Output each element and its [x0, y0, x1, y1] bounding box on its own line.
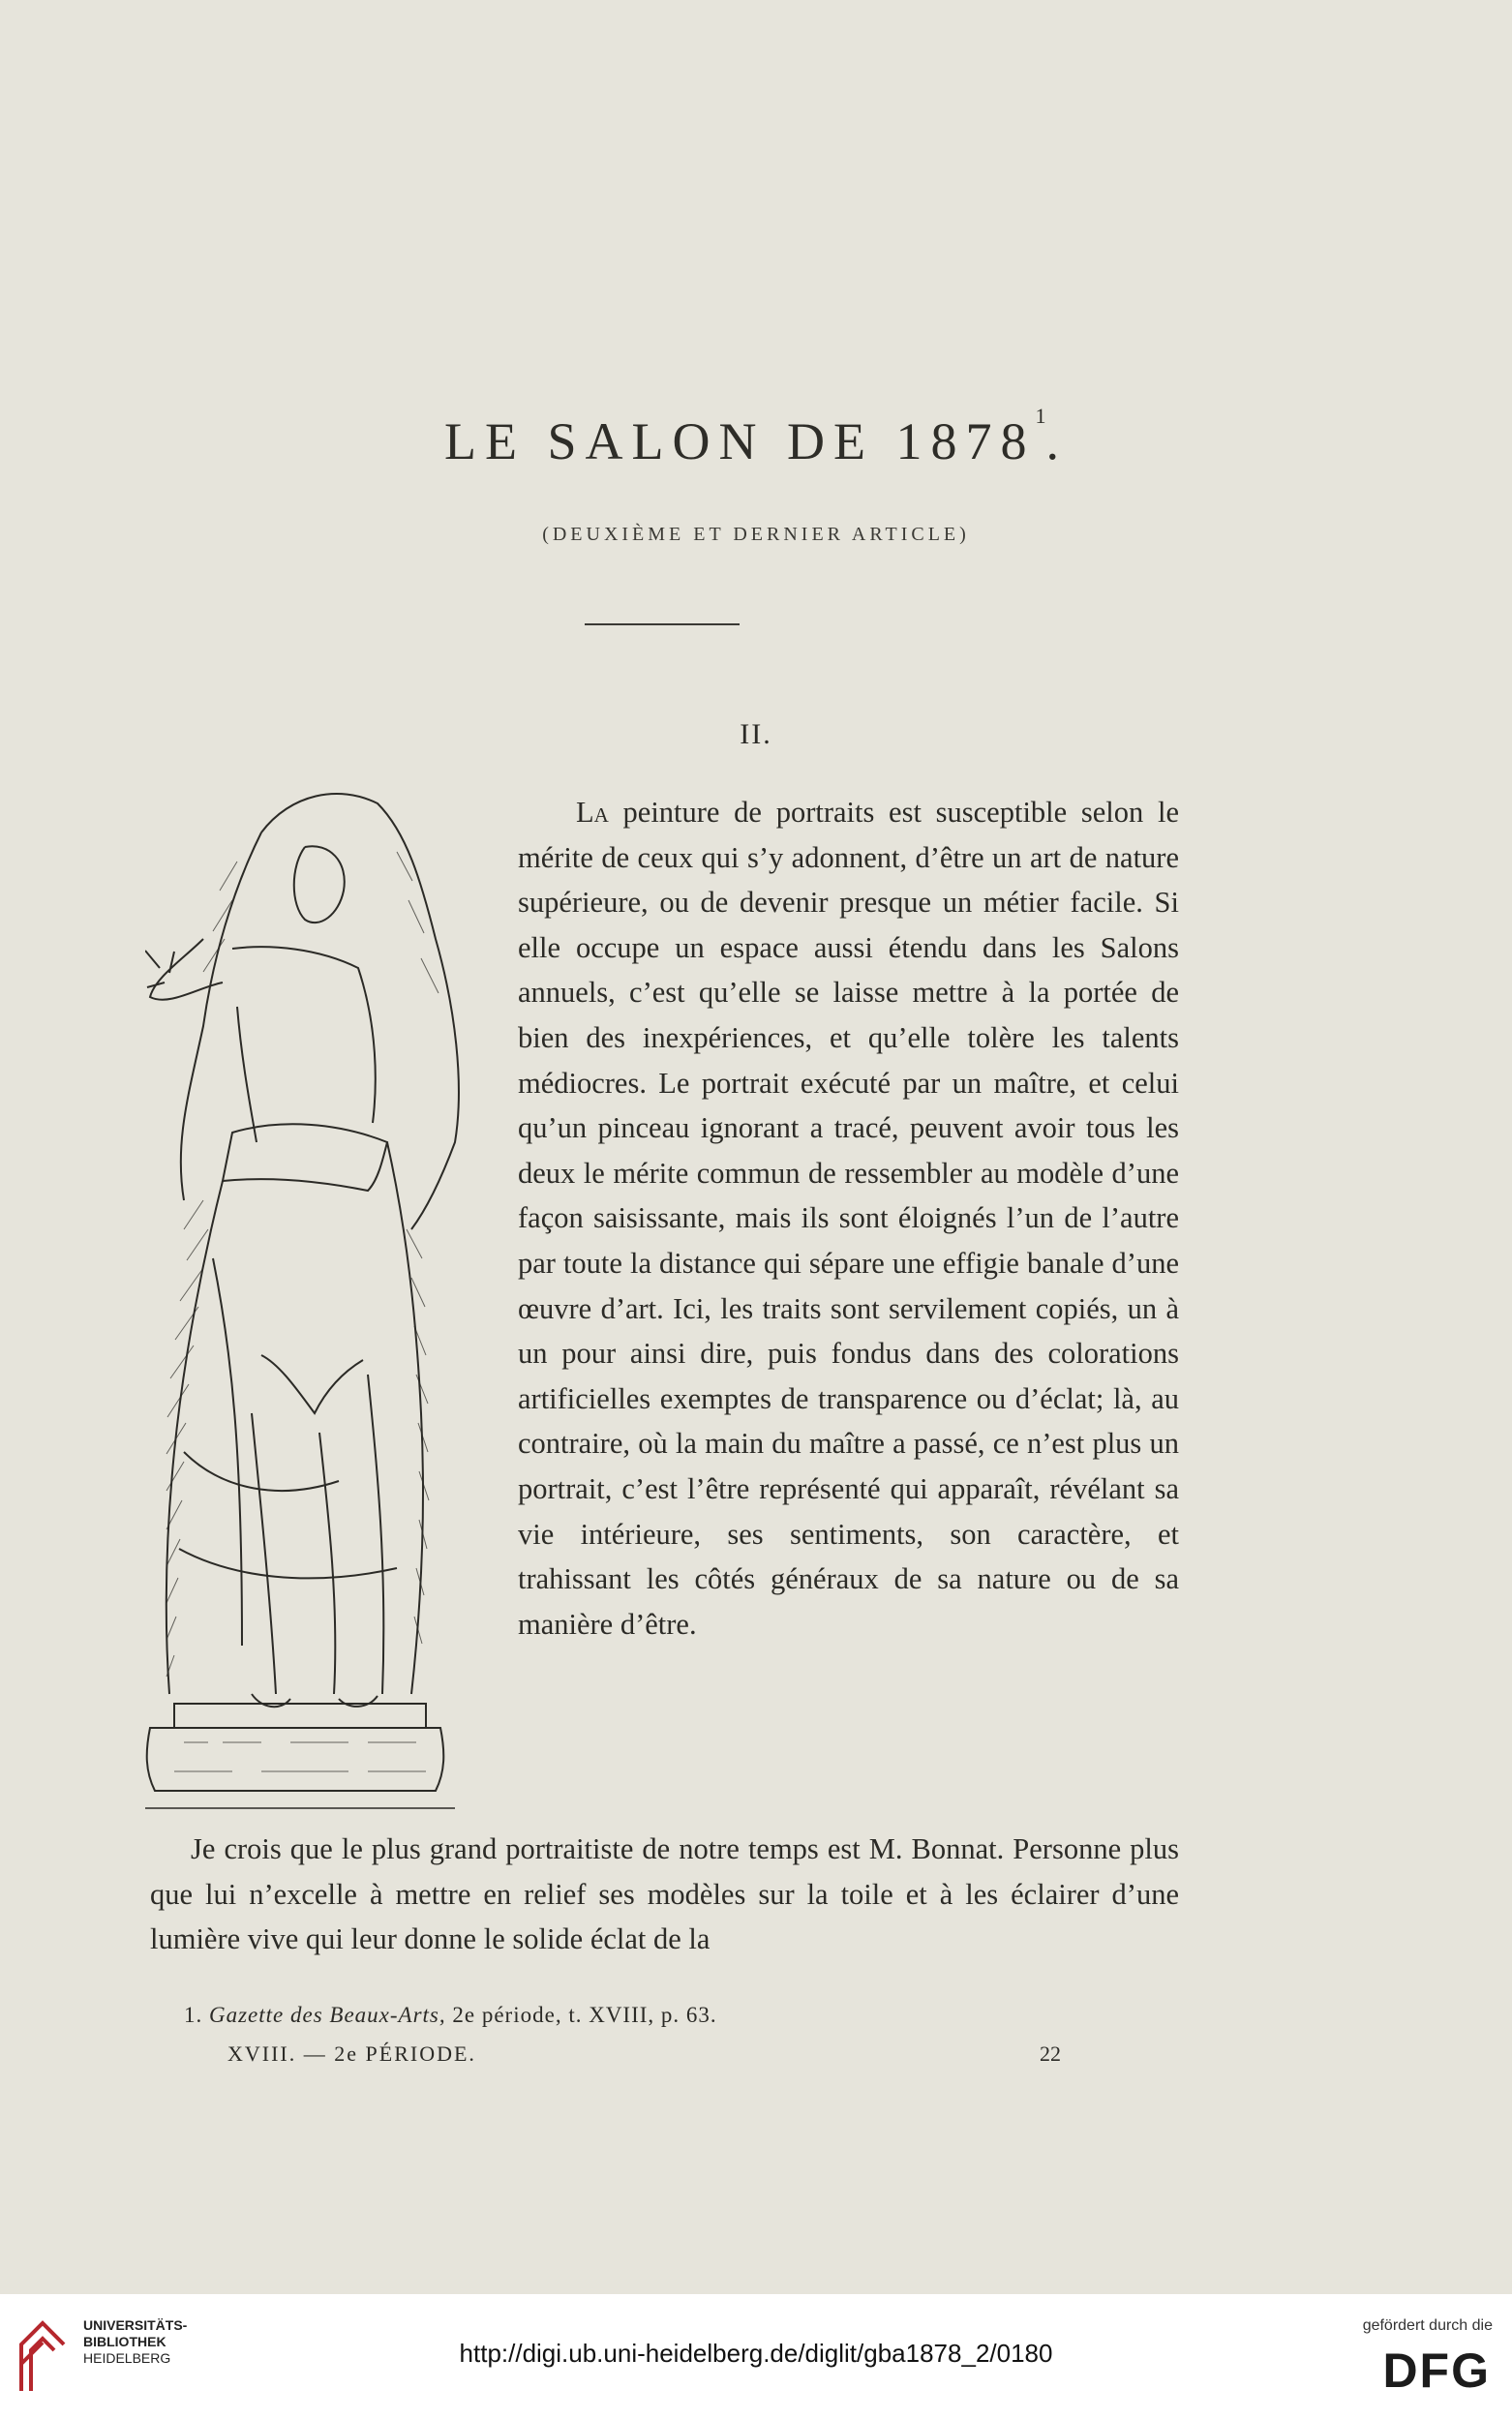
section-number: II. [740, 718, 772, 750]
funded-by-text: gefördert durch die [1362, 2317, 1493, 2334]
footnote-source: Gazette des Beaux-Arts, [209, 2003, 446, 2027]
paragraph-2: Je crois que le plus grand portraitiste de notre temps est M. Bonnat. Personne plus que lui n’excelle à mettre en relief ses modèles sur la toile et à les éclairer d’une lumière vive qui leur donne le solide éclat de la [150, 1832, 1179, 1956]
dropcap: La [576, 796, 609, 829]
dfg-logo: DFG [1382, 2343, 1491, 2398]
statue-engraving-icon [145, 774, 465, 1810]
page-number: 22 [1040, 2041, 1061, 2066]
title-rule [585, 623, 740, 625]
paragraph-1-text: peinture de portraits est susceptible selon le mérite de ceux qui s’y adonnent, d’être un art de nature supérieure, ou de devenir presque un métier facile. Si elle occupe un espace aussi étendu dans les Salons annuels, c’est qu’elle se laisse mettre à la portée de bien des inexpériences, et qu’elle tolère les talents médiocres. Le portrait exécuté par un maître, et celui qu’un pinceau ignorant a tracé, peuvent avoir tous les deux le mérite commun de ressembler au modèle d’une façon saisissante, mais ils sont éloignés l’un de l’autre par toute la distance qui sépare une effigie banale d’une œuvre d’art. Ici, les traits sont servilement copiés, un à un pour ainsi dire, puis fondus dans des colorations artificielles exemptes de transparence ou d’éclat; là, au contraire, où la main du maître a passé, ce n’est plus un portrait, c’est l’être représenté qui apparaît, révélant sa vie intérieure, ses sentiments, son caractère, et trahissant les côtés généraux de sa nature ou de sa manière d’être. [518, 796, 1180, 1641]
library-line-1: UNIVERSITÄTS- [83, 2317, 188, 2333]
paragraph-1 [518, 790, 1179, 1647]
article-title-text: LE SALON DE 1878 [444, 412, 1036, 470]
title-footnote-mark: 1 [1035, 404, 1046, 428]
digitization-footer [0, 2294, 1512, 2419]
text-full-width [150, 1827, 1179, 1962]
text-column [518, 790, 1179, 1647]
article-subtitle: (DEUXIÈME ET DERNIER ARTICLE) [542, 524, 970, 545]
library-line-2: BIBLIOTHEK [83, 2334, 166, 2349]
article-title: LE SALON DE 1878$^1$. [444, 404, 1068, 470]
footnote-reference: 2e période, t. XVIII, p. 63. [452, 2003, 717, 2027]
library-line-3: HEIDELBERG [83, 2350, 171, 2366]
signature-mark: XVIII. — 2e PÉRIODE. [227, 2041, 476, 2066]
footnote-number: 1. [184, 2003, 203, 2027]
permalink-url[interactable]: http://digi.ub.uni-heidelberg.de/diglit/gba1878_2/0180 [459, 2339, 1053, 2368]
footnote [184, 2003, 717, 2028]
